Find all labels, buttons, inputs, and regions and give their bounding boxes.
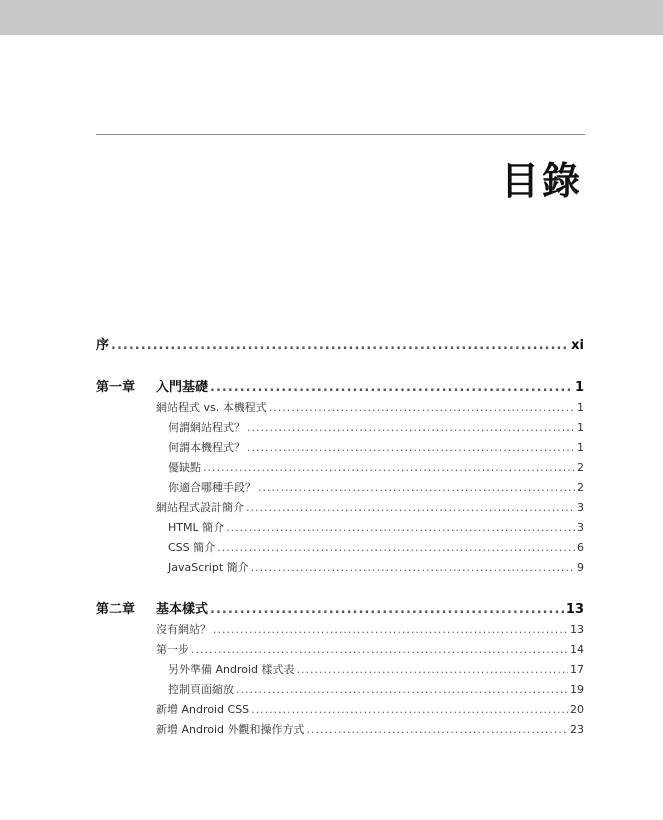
toc-entry-page: 19	[570, 683, 584, 696]
toc-entry[interactable]	[156, 701, 584, 717]
toc-entry-page: 1	[577, 441, 584, 454]
leader-dots	[191, 643, 568, 656]
toc-entry-page: 3	[577, 501, 584, 514]
toc-entry-label: 另外準備 Android 樣式表	[168, 663, 295, 676]
toc-entry-page: 2	[577, 461, 584, 474]
chapter-title: 入門基礎	[156, 380, 209, 395]
leader-dots	[203, 461, 575, 474]
toc-entry[interactable]	[156, 641, 584, 657]
toc-chapter-1[interactable]	[96, 376, 584, 395]
toc-entry-label: 控制頁面縮放	[168, 683, 234, 696]
toc-entry[interactable]	[168, 559, 584, 575]
toc-entry-page: 1	[577, 401, 584, 414]
toc-entry[interactable]	[156, 399, 584, 415]
toc-entry-page: 20	[570, 703, 584, 716]
toc-entry-page: 9	[577, 561, 584, 574]
toc-entry[interactable]	[168, 439, 584, 455]
leader-dots	[307, 723, 568, 736]
leader-dots	[251, 703, 568, 716]
toc-entry-page: 14	[570, 643, 584, 656]
toc-entry-label: 新增 Android 外觀和操作方式	[156, 723, 305, 736]
toc-entry-page: 13	[570, 623, 584, 636]
toc-chapter-2[interactable]	[96, 598, 584, 617]
leader-dots	[210, 380, 573, 395]
chapter-page: 1	[574, 380, 584, 395]
toc-entry-page: 2	[577, 481, 584, 494]
toc-entry[interactable]	[156, 721, 584, 737]
leader-dots	[226, 521, 575, 534]
toc-entry-page: 23	[570, 723, 584, 736]
leader-dots	[247, 441, 575, 454]
toc-entry[interactable]	[168, 681, 584, 697]
chapter-title: 基本樣式	[156, 602, 209, 617]
toc-entry-label: 網站程式設計簡介	[156, 501, 244, 514]
toc-entry-label: 網站程式 vs. 本機程式	[156, 401, 267, 414]
leader-dots	[111, 338, 569, 353]
leader-dots	[247, 421, 575, 434]
leader-dots	[258, 481, 575, 494]
toc-preface[interactable]	[96, 334, 584, 353]
toc-entry[interactable]	[156, 499, 584, 515]
toc-entry-page: 3	[577, 521, 584, 534]
leader-dots	[213, 623, 568, 636]
toc-entry[interactable]	[156, 621, 584, 637]
toc-entry-label: 新增 Android CSS	[156, 703, 250, 716]
leader-dots	[217, 541, 575, 554]
leader-dots	[297, 663, 568, 676]
toc-entry[interactable]	[168, 419, 584, 435]
toc-entry-label: 第一步	[156, 643, 189, 656]
toc-entry-page: 6	[577, 541, 584, 554]
toc-entry-label: 優缺點	[168, 461, 201, 474]
leader-dots	[269, 401, 575, 414]
toc-preface-page: xi	[571, 338, 584, 353]
toc-entry-label: JavaScript 簡介	[168, 561, 249, 574]
toc-entry-label: 何謂網站程式？	[168, 421, 245, 434]
toc-entry-label: 你適合哪種手段？	[168, 481, 256, 494]
chapter-number: 第二章	[96, 602, 136, 617]
toc-entry-label: 何謂本機程式？	[168, 441, 245, 454]
toc-entry-label: CSS 簡介	[168, 541, 216, 554]
toc-entry-label: 沒有網站？	[156, 623, 211, 636]
toc-preface-label: 序	[96, 338, 110, 353]
toc-entry-label: HTML 簡介	[168, 521, 225, 534]
leader-dots	[236, 683, 568, 696]
leader-dots	[210, 602, 564, 617]
toc-entry[interactable]	[168, 459, 584, 475]
chapter-number: 第一章	[96, 380, 136, 395]
page-title: 目錄	[500, 159, 583, 203]
toc-entry[interactable]	[168, 519, 584, 535]
leader-dots	[246, 501, 575, 514]
chapter-page: 13	[565, 602, 584, 617]
toc-entry[interactable]	[168, 479, 584, 495]
toc-entry-page: 1	[577, 421, 584, 434]
toc-entry[interactable]	[168, 661, 584, 677]
toc-entry[interactable]	[168, 539, 584, 555]
toc-entry-page: 17	[570, 663, 584, 676]
leader-dots	[251, 561, 575, 574]
